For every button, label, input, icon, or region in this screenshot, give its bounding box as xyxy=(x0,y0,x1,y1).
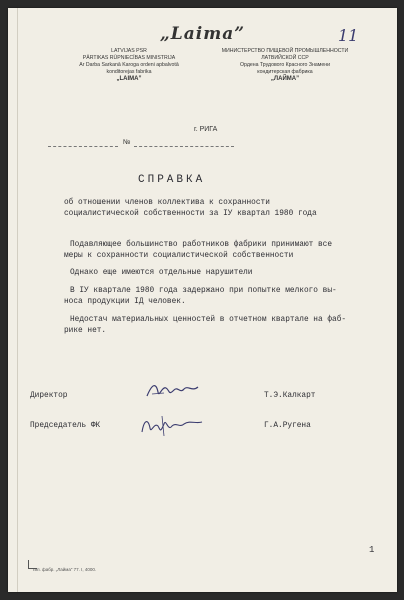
letterhead-russian-line2: ЛАТВИЙСКОЙ ССР xyxy=(261,55,309,61)
document-number-line xyxy=(48,139,243,149)
number-line-right-dash xyxy=(134,146,234,147)
letterhead-latvian-line5: „LAIMA” xyxy=(116,76,142,82)
chair-signature-image xyxy=(138,412,208,438)
letterhead-russian-line5: „ЛАЙМА” xyxy=(270,76,300,82)
letterhead-russian-line1: МИНИСТЕРСТВО ПИЩЕВОЙ ПРОМЫШЛЕННОСТИ xyxy=(221,48,349,54)
paragraph-3-line-2: носа продукции ІД человек. xyxy=(64,298,186,306)
subject-line-2: социалистической собственности за ІУ квартал 1980 года xyxy=(64,210,317,218)
letterhead-latvian-line1: LATVIJAS PSR xyxy=(111,48,147,54)
number-line-left-dash xyxy=(48,146,118,147)
handwritten-sheet-number: 11 xyxy=(338,26,359,45)
paragraph-1-line-2: меры к сохранности социалистической собственности xyxy=(64,252,294,260)
chair-name: Г.А.Ругена xyxy=(264,422,311,430)
director-signature-image xyxy=(144,378,204,402)
paragraph-3-line-1: В ІУ квартале 1980 года задержано при попытке мелкого вы- xyxy=(70,287,337,295)
letterhead-russian-line4: кондитерская фабрика xyxy=(257,69,313,75)
director-title: Директор xyxy=(30,392,68,400)
chair-title: Председатель ФК xyxy=(30,422,101,430)
paragraph-1-line-1: Подавляющее большинство работников фабрики принимают все xyxy=(70,241,333,249)
document-sheet xyxy=(8,8,397,592)
margin-fold-line xyxy=(17,8,18,592)
paragraph-4-line-1: Недостач материальных ценностей в отчетном квартале на фаб- xyxy=(70,316,347,324)
paragraph-2: Однако еще имеются отдельные нарушители xyxy=(70,269,253,277)
subject-line-1: об отношении членов коллектива к сохранности xyxy=(64,199,270,207)
number-sign: № xyxy=(123,139,131,146)
letterhead-russian xyxy=(220,48,350,83)
director-name: Т.Э.Калкарт xyxy=(264,392,316,400)
print-mark: Тип. фабр. „Лайма” 77. I, 4000. xyxy=(32,567,97,572)
letterhead-latvian-line2: PĀRTIKAS RŪPNIECĪBAS MINISTRIJA xyxy=(82,55,176,61)
page-number: 1 xyxy=(369,545,375,555)
letterhead-latvian-line4: konditorejas fabrika xyxy=(106,69,152,75)
letterhead-latvian-line3: Ar Darba Sarkanā Karoga ordeni apbalvotā xyxy=(79,62,179,68)
letterhead-russian-line3: Ордена Трудового Красного Знамени xyxy=(240,62,330,68)
document-title: СПРАВКА xyxy=(138,174,206,186)
laima-logo: „Laima” xyxy=(160,24,245,44)
paragraph-4-line-2: рике нет. xyxy=(64,327,107,335)
letterhead-latvian xyxy=(64,48,194,83)
city-line: г. РИГА xyxy=(194,126,218,133)
